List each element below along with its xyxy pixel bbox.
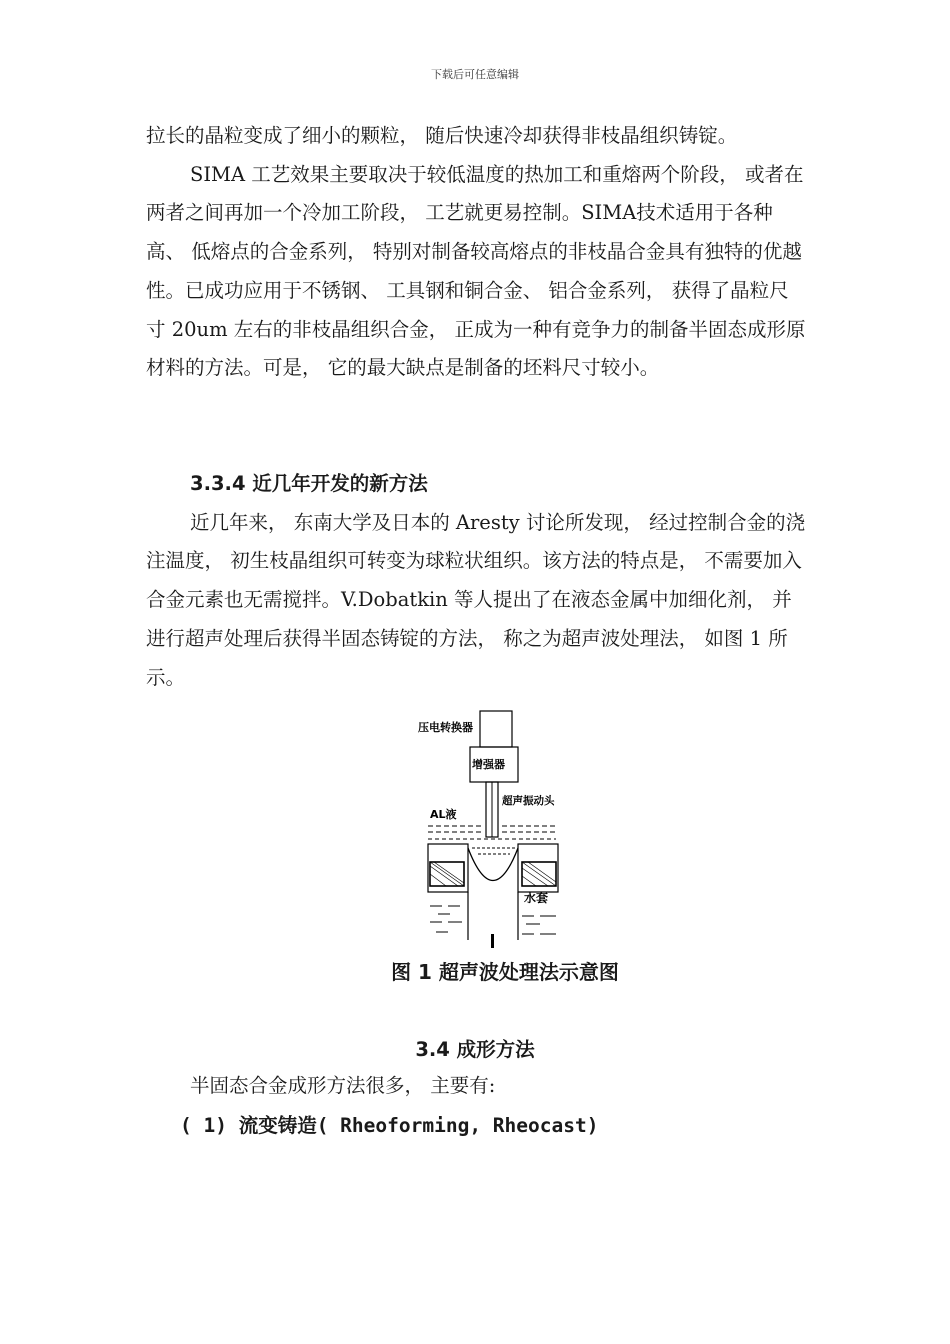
water-jacket-label: 水套 — [524, 891, 549, 905]
section-heading-334: 3.3.4 近几年开发的新方法 — [190, 472, 428, 495]
interface-curve — [468, 848, 518, 881]
paragraph-new-methods: 近几年来， 东南大学及日本的 Aresty 讨论所发现， 经过控制合金的浇注温度， 初生枝晶组织可转变为球粒状组织。该方法的特点是， 不需要加入合金元素也无需搅拌。V.Dobatkin 等人提出了在液态金属中加细化剂， 并进行超声处理后获得半固态铸锭的方法， 称之为超声波处理法， 如图 1 所示。 — [146, 510, 806, 689]
list-item-rheocast: ( 1) 流变铸造( Rheoforming, Rheocast) — [180, 1114, 599, 1137]
paragraph-sima: SIMA 工艺效果主要取决于较低温度的热加工和重熔两个阶段， 或者在两者之间再加一个冷加工阶段， 工艺就更易控制。SIMA技术适用于各种高、 低熔点的合金系列， 特别对制备较高熔点的非枝晶合金具有独特的优越性。已成功应用于不锈钢、 工具钢和铜合金、 铝合金系列， 获得了晶粒尺寸 20um 左右的非枝晶组织合金， 正成为一种有竞争力的制备半固态成形原材料的方法。可是， 它的最大缺点是制备的坯料尺寸较小。 — [146, 162, 806, 380]
page-header: 下载后可任意编辑 — [431, 68, 519, 81]
liquid-label: AL液 — [430, 808, 457, 821]
horn-label: 超声振动头 — [502, 795, 555, 807]
section-334 — [146, 465, 806, 697]
booster-label: 增强器 — [472, 758, 505, 771]
transducer-box — [480, 711, 512, 747]
section-title-34: 3.4 成形方法 — [415, 1038, 535, 1061]
body-text-top — [146, 117, 806, 388]
transducer-label: 压电转换器 — [418, 721, 473, 734]
figure-caption: 图 1 超声波处理法示意图 — [391, 960, 619, 984]
withdrawal-marker — [491, 934, 494, 948]
paragraph-continued: 拉长的晶粒变成了细小的颗粒， 随后快速冷却获得非枝晶组织铸锭。 — [146, 124, 738, 147]
ultrasonic-diagram — [416, 708, 576, 956]
mold-right-upper — [518, 844, 558, 892]
paragraph-forming-methods: 半固态合金成形方法很多， 主要有: — [190, 1074, 496, 1097]
